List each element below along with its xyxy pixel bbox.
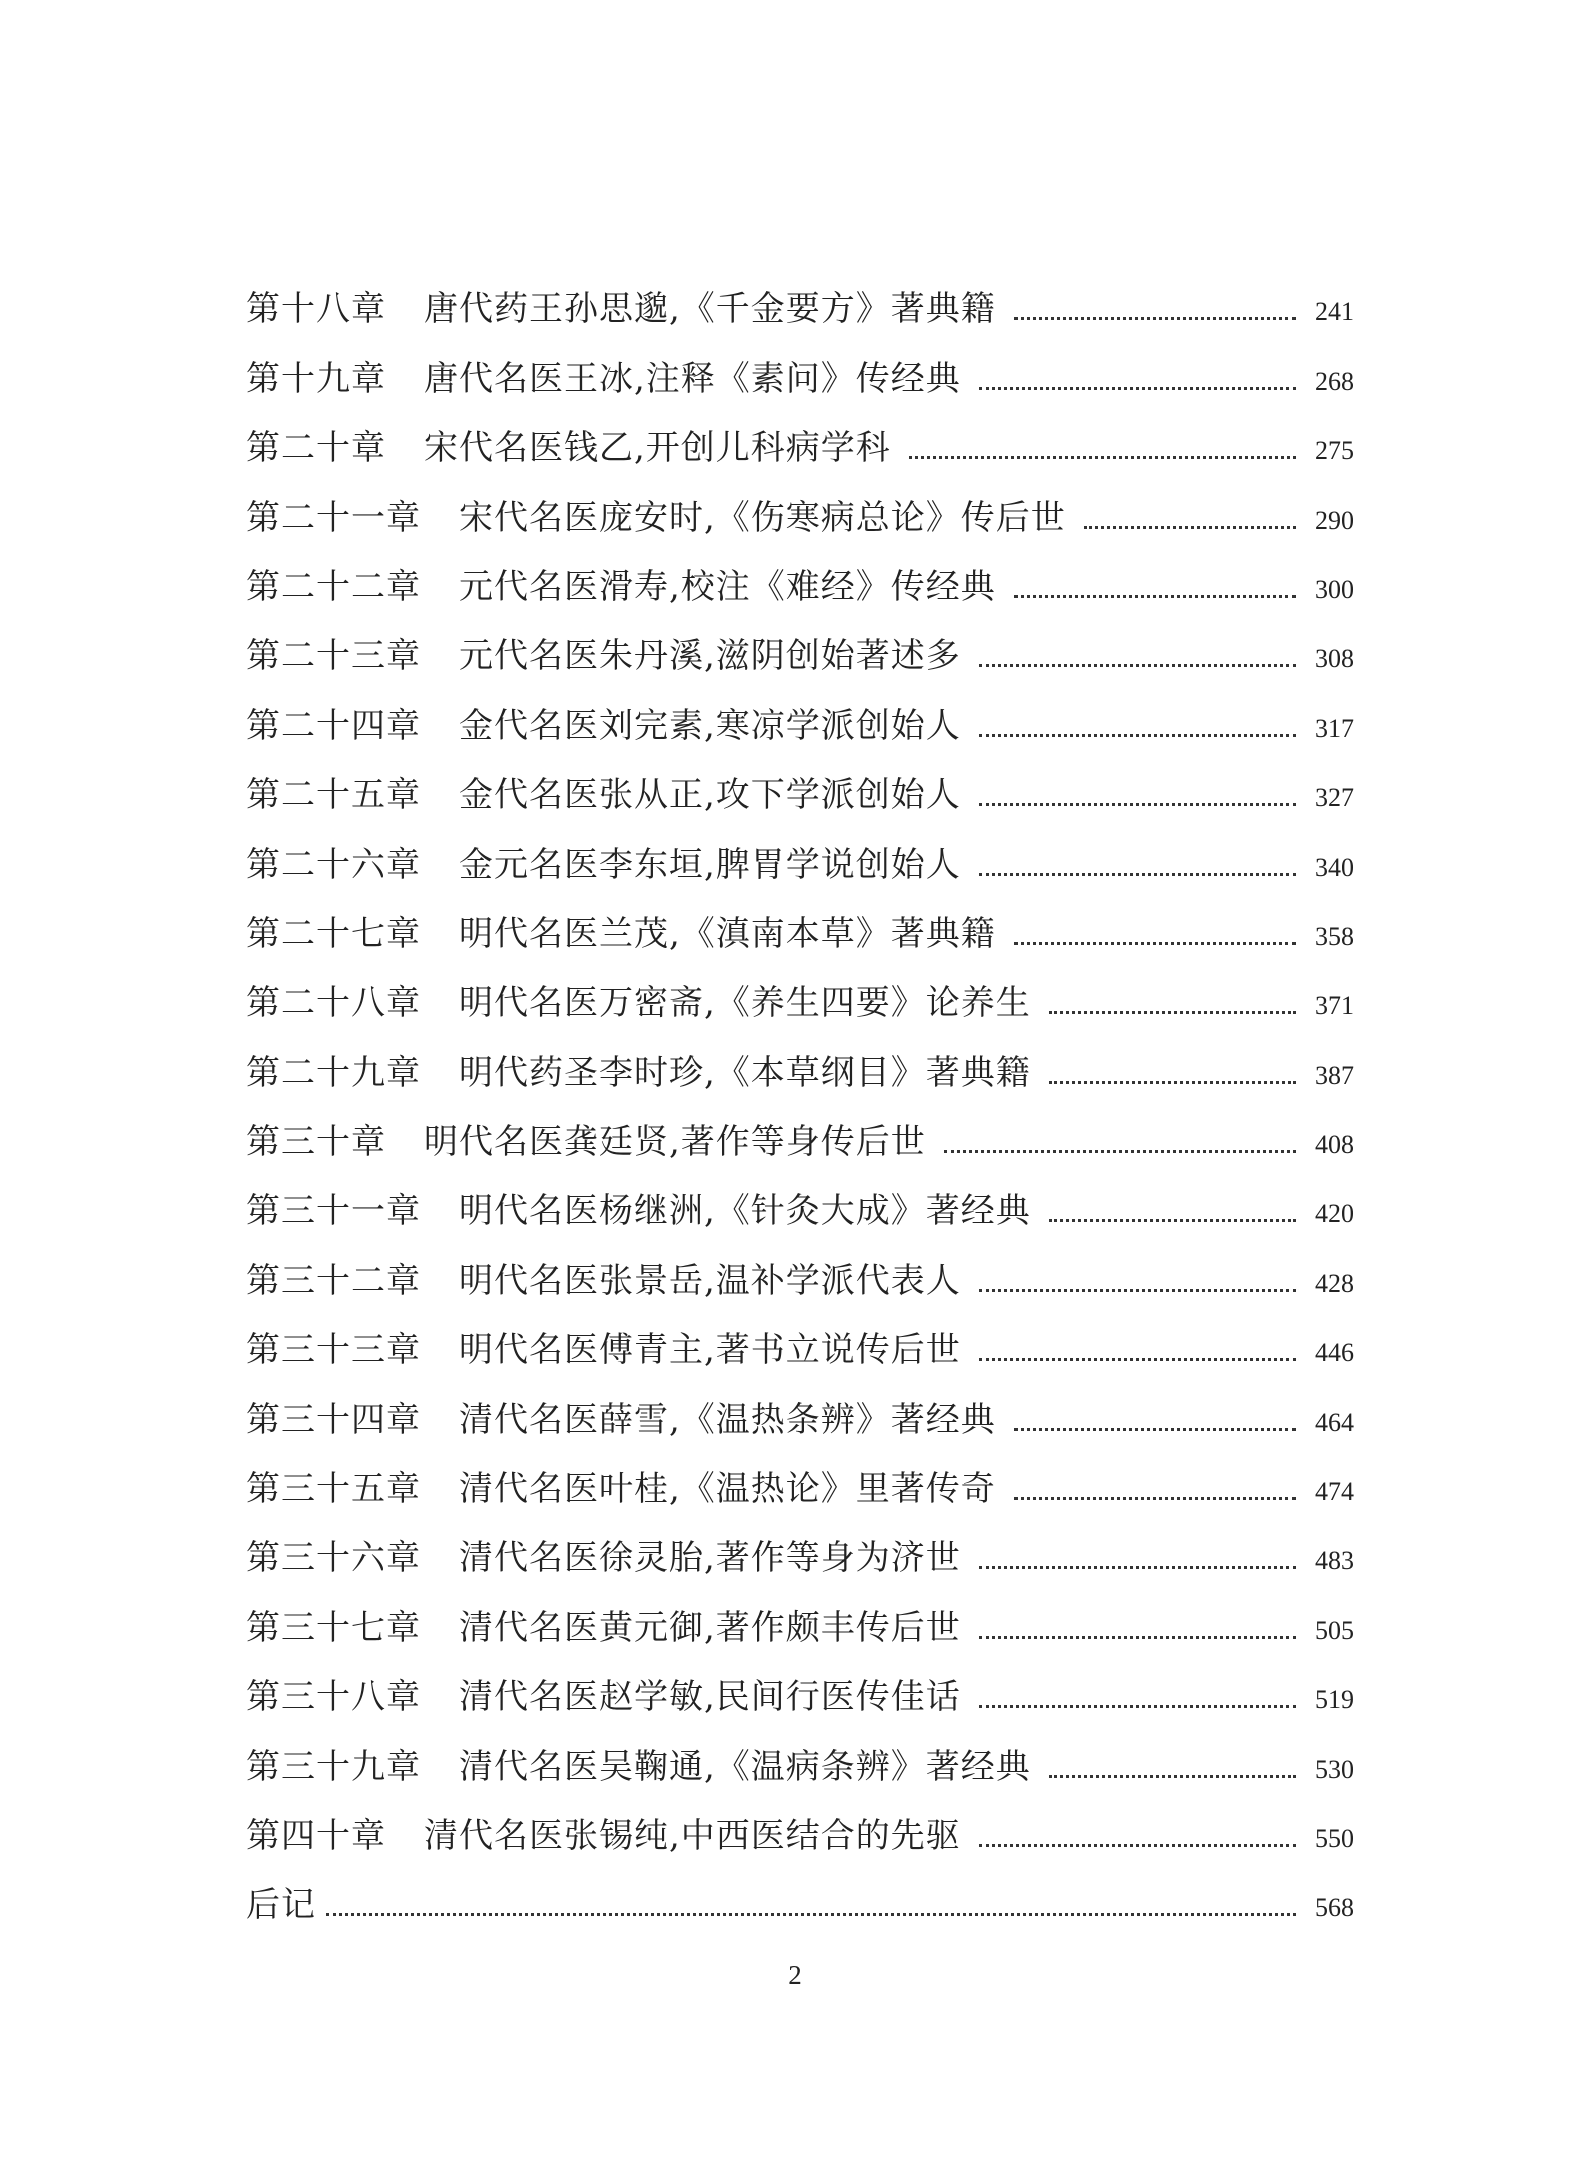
chapter-title: 金元名医李东垣,脾胃学说创始人 [459,844,961,885]
page-number: 327 [1315,783,1354,813]
leader-dots [1084,526,1296,529]
toc-entry[interactable] [246,1578,1354,1647]
chapter-title: 清代名医张锡纯,中西医结合的先驱 [424,1815,961,1856]
chapter-number: 第二十七章 [246,913,421,954]
page-number: 317 [1315,713,1354,743]
leader-dots [1014,595,1296,598]
page-number: 241 [1315,297,1354,327]
page-number: 550 [1315,1823,1354,1853]
leader-dots [1049,1775,1296,1778]
chapter-title: 唐代药王孙思邈,《千金要方》著典籍 [424,289,996,330]
leader-dots [909,456,1296,459]
toc-entry[interactable] [246,1301,1354,1370]
chapter-title: 明代名医傅青主,著书立说传后世 [459,1330,961,1371]
toc-entry[interactable] [246,815,1354,884]
page-number: 268 [1315,366,1354,396]
leader-dots [979,1844,1296,1847]
leader-dots [979,1566,1296,1569]
chapter-title: 清代名医吴鞠通,《温病条辨》著经典 [459,1746,1031,1787]
chapter-number: 第二十五章 [246,775,421,816]
toc-entry[interactable] [246,468,1354,537]
page-number: 275 [1315,436,1354,466]
toc-entry[interactable] [246,1023,1354,1092]
toc-entry[interactable] [246,1440,1354,1509]
toc-entry[interactable] [246,329,1354,398]
leader-dots [979,1358,1296,1361]
chapter-number: 第三十二章 [246,1260,421,1301]
leader-dots [979,664,1296,667]
page-number: 519 [1315,1685,1354,1715]
chapter-title: 金代名医张从正,攻下学派创始人 [459,775,961,816]
page-number: 530 [1315,1754,1354,1784]
leader-dots [1049,1219,1296,1222]
page-number: 358 [1315,921,1354,951]
leader-dots [326,1913,1296,1916]
toc-entry[interactable] [246,676,1354,745]
chapter-title: 清代名医徐灵胎,著作等身为济世 [459,1538,961,1579]
toc-entry[interactable] [246,1787,1354,1856]
chapter-number: 第三十九章 [246,1746,421,1787]
page-number: 474 [1315,1477,1354,1507]
chapter-title: 元代名医滑寿,校注《难经》传经典 [459,566,996,607]
page-number: 446 [1315,1338,1354,1368]
chapter-title: 清代名医叶桂,《温热论》里著传奇 [459,1469,996,1510]
leader-dots [979,1705,1296,1708]
page-number: 420 [1315,1199,1354,1229]
page-number: 300 [1315,574,1354,604]
afterword-label: 后记 [246,1885,316,1926]
leader-dots [1014,1497,1296,1500]
chapter-title: 金代名医刘完素,寒凉学派创始人 [459,705,961,746]
toc-entry[interactable] [246,538,1354,607]
leader-dots [979,873,1296,876]
chapter-number: 第三十一章 [246,1191,421,1232]
page-number: 568 [1315,1893,1354,1923]
page-number: 464 [1315,1407,1354,1437]
leader-dots [1014,1428,1296,1431]
chapter-number: 第二十三章 [246,636,421,677]
leader-dots [979,1289,1296,1292]
page-number: 340 [1315,852,1354,882]
chapter-title: 宋代名医庞安时,《伤寒病总论》传后世 [459,497,1066,538]
leader-dots [1014,317,1296,320]
toc-entry[interactable] [246,260,1354,329]
chapter-number: 第二十二章 [246,566,421,607]
leader-dots [979,803,1296,806]
chapter-number: 第三十三章 [246,1330,421,1371]
toc-entry[interactable] [246,1093,1354,1162]
toc-entry-afterword[interactable] [246,1856,1354,1925]
chapter-number: 第三十章 [246,1122,386,1163]
toc-entry[interactable] [246,885,1354,954]
chapter-number: 第二十四章 [246,705,421,746]
toc-entry[interactable] [246,607,1354,676]
page-number: 387 [1315,1060,1354,1090]
toc-entry[interactable] [246,746,1354,815]
table-of-contents [246,260,1354,1925]
toc-entry[interactable] [246,1509,1354,1578]
chapter-number: 第三十六章 [246,1538,421,1579]
chapter-title: 明代名医龚廷贤,著作等身传后世 [424,1122,926,1163]
chapter-number: 第三十七章 [246,1607,421,1648]
chapter-number: 第二十一章 [246,497,421,538]
chapter-title: 清代名医赵学敏,民间行医传佳话 [459,1677,961,1718]
page-number: 308 [1315,644,1354,674]
leader-dots [979,387,1296,390]
chapter-title: 元代名医朱丹溪,滋阴创始著述多 [459,636,961,677]
chapter-number: 第三十五章 [246,1469,421,1510]
chapter-title: 清代名医薛雪,《温热条辨》著经典 [459,1399,996,1440]
chapter-title: 明代药圣李时珍,《本草纲目》著典籍 [459,1052,1031,1093]
toc-entry[interactable] [246,1231,1354,1300]
toc-entry[interactable] [246,1717,1354,1786]
chapter-title: 明代名医万密斋,《养生四要》论养生 [459,983,1031,1024]
leader-dots [979,1636,1296,1639]
leader-dots [944,1150,1296,1153]
chapter-number: 第二十八章 [246,983,421,1024]
page-number: 408 [1315,1130,1354,1160]
chapter-number: 第三十八章 [246,1677,421,1718]
leader-dots [1014,942,1296,945]
chapter-title: 明代名医张景岳,温补学派代表人 [459,1260,961,1301]
chapter-title: 清代名医黄元御,著作颇丰传后世 [459,1607,961,1648]
chapter-number: 第十九章 [246,358,386,399]
page-number: 371 [1315,991,1354,1021]
chapter-number: 第十八章 [246,289,386,330]
chapter-number: 第二十六章 [246,844,421,885]
chapter-title: 明代名医杨继洲,《针灸大成》著经典 [459,1191,1031,1232]
chapter-title: 明代名医兰茂,《滇南本草》著典籍 [459,913,996,954]
leader-dots [1049,1011,1296,1014]
chapter-number: 第二十章 [246,428,386,469]
footer-page-number: 2 [788,1960,802,1990]
chapter-title: 宋代名医钱乙,开创儿科病学科 [424,428,891,469]
toc-entry[interactable] [246,1648,1354,1717]
chapter-title: 唐代名医王冰,注释《素问》传经典 [424,358,961,399]
chapter-number: 第四十章 [246,1815,386,1856]
chapter-number: 第三十四章 [246,1399,421,1440]
leader-dots [979,734,1296,737]
toc-entry[interactable] [246,399,1354,468]
leader-dots [1049,1081,1296,1084]
toc-entry[interactable] [246,1162,1354,1231]
page-number: 290 [1315,505,1354,535]
page-number: 483 [1315,1546,1354,1576]
page-number: 505 [1315,1615,1354,1645]
chapter-number: 第二十九章 [246,1052,421,1093]
toc-entry[interactable] [246,1370,1354,1439]
toc-entry[interactable] [246,954,1354,1023]
page-number: 428 [1315,1268,1354,1298]
